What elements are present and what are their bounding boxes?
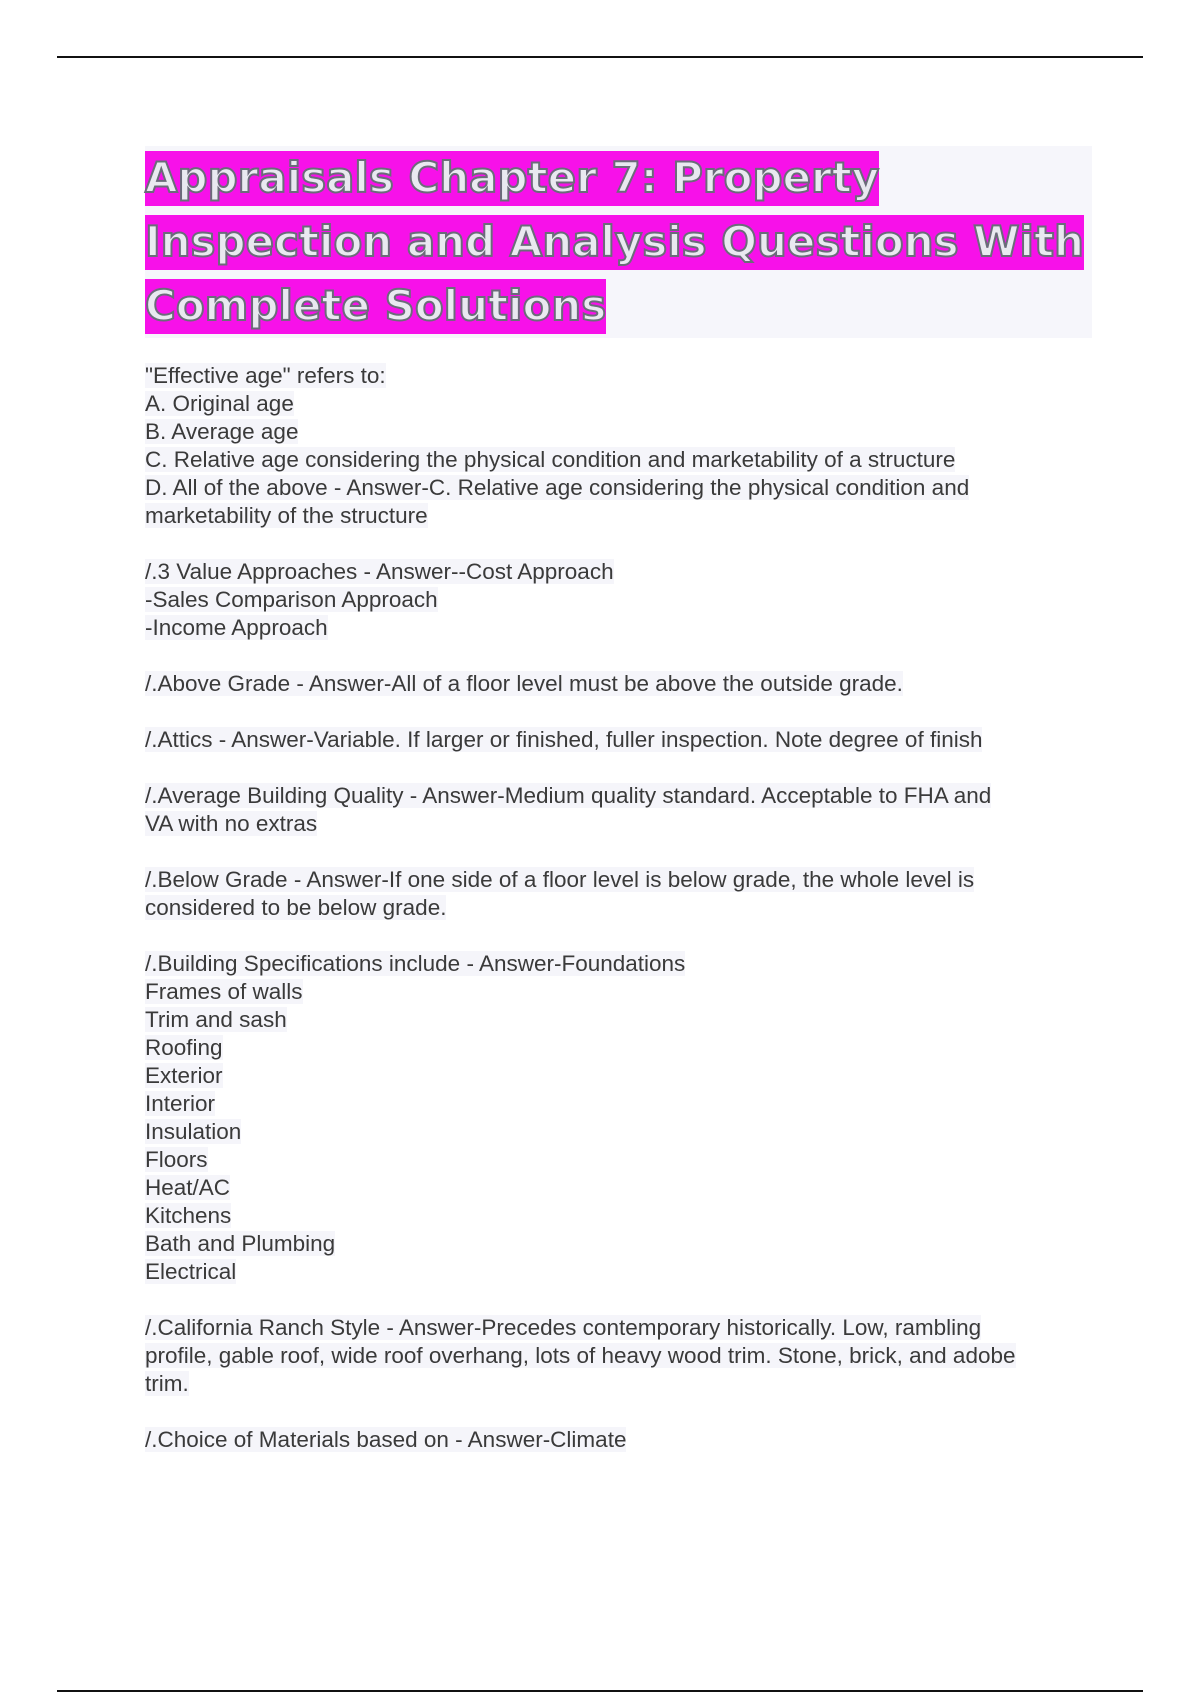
option-a: A. Original age	[145, 391, 294, 416]
answer-list-item: Interior	[145, 1091, 216, 1116]
answer-continuation: marketability of the structure	[145, 503, 428, 528]
answer-continuation: profile, gable roof, wide roof overhang, lots of heavy wood trim. Stone, brick, and adobe	[145, 1343, 1016, 1368]
question-text: /.Attics - Answer-Variable. If larger or finished, fuller inspection. Note degree of finish	[145, 727, 983, 752]
answer-list-item: Bath and Plumbing	[145, 1231, 336, 1256]
answer-list-item: Electrical	[145, 1259, 237, 1284]
answer-continuation: VA with no extras	[145, 811, 318, 836]
title-line-3: Complete Solutions	[145, 279, 606, 334]
option-b: B. Average age	[145, 419, 299, 444]
answer-list-item: Roofing	[145, 1035, 223, 1060]
qa-building-specifications	[145, 950, 1105, 1286]
qa-california-ranch-style	[145, 1314, 1105, 1398]
question-text: /.Above Grade - Answer-All of a floor level must be above the outside grade.	[145, 671, 903, 696]
question-text: "Effective age" refers to:	[145, 363, 386, 388]
answer-continuation: considered to be below grade.	[145, 895, 447, 920]
title-block	[145, 146, 1092, 338]
option-d-answer: D. All of the above - Answer-C. Relative age considering the physical condition and	[145, 475, 970, 500]
bottom-rule	[57, 1690, 1143, 1692]
title-line-1: Appraisals Chapter 7: Property	[145, 151, 879, 206]
question-text: /.California Ranch Style - Answer-Precedes contemporary historically. Low, rambling	[145, 1315, 982, 1340]
answer-list-item: Floors	[145, 1147, 208, 1172]
qa-below-grade	[145, 866, 1105, 922]
question-text: /.Below Grade - Answer-If one side of a floor level is below grade, the whole level is	[145, 867, 975, 892]
answer-list-item: Trim and sash	[145, 1007, 287, 1032]
answer-list-item: Exterior	[145, 1063, 223, 1088]
question-text: /.3 Value Approaches - Answer--Cost Approach	[145, 559, 614, 584]
answer-list-item: Heat/AC	[145, 1175, 231, 1200]
top-rule	[57, 56, 1143, 58]
document-title	[145, 146, 1092, 338]
answer-continuation: trim.	[145, 1371, 189, 1396]
qa-above-grade	[145, 670, 1105, 698]
answer-list-item: Frames of walls	[145, 979, 303, 1004]
qa-value-approaches	[145, 558, 1105, 642]
answer-line: -Income Approach	[145, 615, 328, 640]
question-text: /.Building Specifications include - Answer-Foundations	[145, 951, 686, 976]
answer-list-item: Insulation	[145, 1119, 242, 1144]
question-list	[145, 362, 1105, 1482]
qa-attics	[145, 726, 1105, 754]
question-text: /.Average Building Quality - Answer-Medium quality standard. Acceptable to FHA and	[145, 783, 992, 808]
qa-average-building-quality	[145, 782, 1105, 838]
qa-choice-of-materials	[145, 1426, 1105, 1454]
qa-effective-age	[145, 362, 1105, 530]
question-text: /.Choice of Materials based on - Answer-Climate	[145, 1427, 627, 1452]
title-line-2: Inspection and Analysis Questions With	[145, 215, 1084, 270]
answer-line: -Sales Comparison Approach	[145, 587, 438, 612]
answer-list-item: Kitchens	[145, 1203, 232, 1228]
option-c: C. Relative age considering the physical condition and marketability of a structure	[145, 447, 956, 472]
